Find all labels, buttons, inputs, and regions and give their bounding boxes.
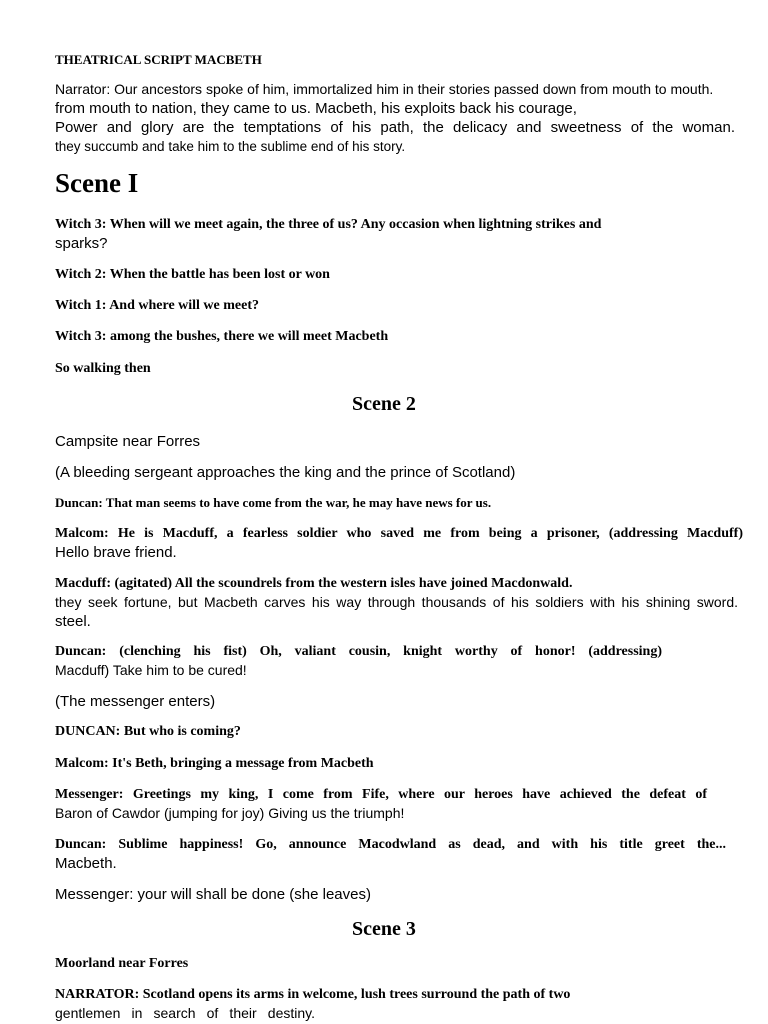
dialogue-plain: gentlemen in search of their destiny. <box>55 1005 315 1021</box>
narrator-intro-line-3: Power and glory are the temptations of his path, the delicacy and sweetness of the woman. <box>55 119 735 136</box>
scene-3-heading: Scene 3 <box>352 918 416 940</box>
dialogue-plain: Macduff) Take him to be cured! <box>55 662 247 678</box>
dialogue-bold: Macduff: (agitated) All the scoundrels from the western isles have joined Macdonwald. <box>55 576 573 591</box>
narrator-intro-line-4: they succumb and take him to the sublime end of his story. <box>55 139 406 154</box>
scene-2-stage-direction: (A bleeding sergeant approaches the king and the prince of Scotland) <box>55 464 516 481</box>
scene-1-line-witch3-a <box>55 216 675 253</box>
narrator-label: NARRATOR: <box>55 987 140 1002</box>
dialogue-bold: Malcom: He is Macduff, a fearless soldier who saved me from being a prisoner, (addressing Macduff) <box>55 526 743 541</box>
dialogue-bold: Witch 3: among the bushes, there we will meet Macbeth <box>55 329 389 344</box>
scene-2-duncan-3 <box>55 723 241 741</box>
dialogue-bold: Duncan: That man seems to have come from the war, he may have news for us. <box>55 495 492 510</box>
scene-2-messenger-enters: (The messenger enters) <box>55 693 216 710</box>
dialogue-bold: Witch 1: And where will we meet? <box>55 298 260 313</box>
scene-1-line-witch2 <box>55 266 330 284</box>
narrator-intro <box>55 80 735 156</box>
scene-1-heading: Scene I <box>55 168 139 198</box>
scene-2-setting: Campsite near Forres <box>55 433 201 450</box>
narrator-intro-line-2: from mouth to nation, they came to us. Macbeth, his exploits back his courage, <box>55 100 577 117</box>
narrator-intro-line-1: Narrator: Our ancestors spoke of him, immortalized him in their stories passed down from mouth to mouth. <box>55 81 714 97</box>
scene-2-heading: Scene 2 <box>352 393 416 415</box>
scene-2-messenger-1 <box>55 786 707 823</box>
dialogue-bold: Messenger: Greetings my king, I come from Fife, where our heroes have achieved the defeat of <box>55 787 707 802</box>
dialogue-plain: steel. <box>55 613 91 630</box>
scene-2-malcom-1 <box>55 525 743 562</box>
scene-2-malcom-2 <box>55 755 374 773</box>
dialogue-plain: they seek fortune, but Macbeth carves his way through thousands of his soldiers with his shining sword. <box>55 594 738 610</box>
dialogue-plain: Hello brave friend. <box>55 544 177 561</box>
dialogue-bold: Witch 3: When will we meet again, the three of us? Any occasion when lightning strikes and <box>55 217 602 232</box>
scene-2-duncan-4 <box>55 836 726 873</box>
scene-3-setting <box>55 955 188 973</box>
document-title: THEATRICAL SCRIPT MACBETH <box>55 52 262 67</box>
scene-1-line-witch1 <box>55 297 259 315</box>
dialogue-bold: So walking then <box>55 361 151 376</box>
scene-2-messenger-2: Messenger: your will shall be done (she leaves) <box>55 886 371 903</box>
dialogue-bold: Duncan: (clenching his fist) Oh, valiant cousin, knight worthy of honor! (addressing) <box>55 644 662 659</box>
scene-2-macduff-1 <box>55 575 738 631</box>
dialogue-bold: DUNCAN: But who is coming? <box>55 724 241 739</box>
dialogue-plain: sparks? <box>55 235 108 252</box>
scene-3-narrator <box>55 986 637 1023</box>
scene-2-duncan-2 <box>55 643 662 680</box>
scene-2-duncan-1 <box>55 494 491 512</box>
dialogue-bold: Scotland opens its arms in welcome, lush trees surround the path of two <box>139 987 571 1002</box>
dialogue-plain: Macbeth. <box>55 855 117 872</box>
dialogue-bold: Witch 2: When the battle has been lost or won <box>55 267 330 282</box>
dialogue-bold: Malcom: It's Beth, bringing a message from Macbeth <box>55 756 374 771</box>
dialogue-bold: Duncan: Sublime happiness! Go, announce Macodwland as dead, and with his title greet the... <box>55 837 726 852</box>
dialogue-bold: Moorland near Forres <box>55 956 189 971</box>
scene-1-line-so-walking <box>55 360 151 378</box>
dialogue-plain: Baron of Cawdor (jumping for joy) Giving us the triumph! <box>55 805 405 821</box>
scene-1-line-witch3-b <box>55 328 388 346</box>
